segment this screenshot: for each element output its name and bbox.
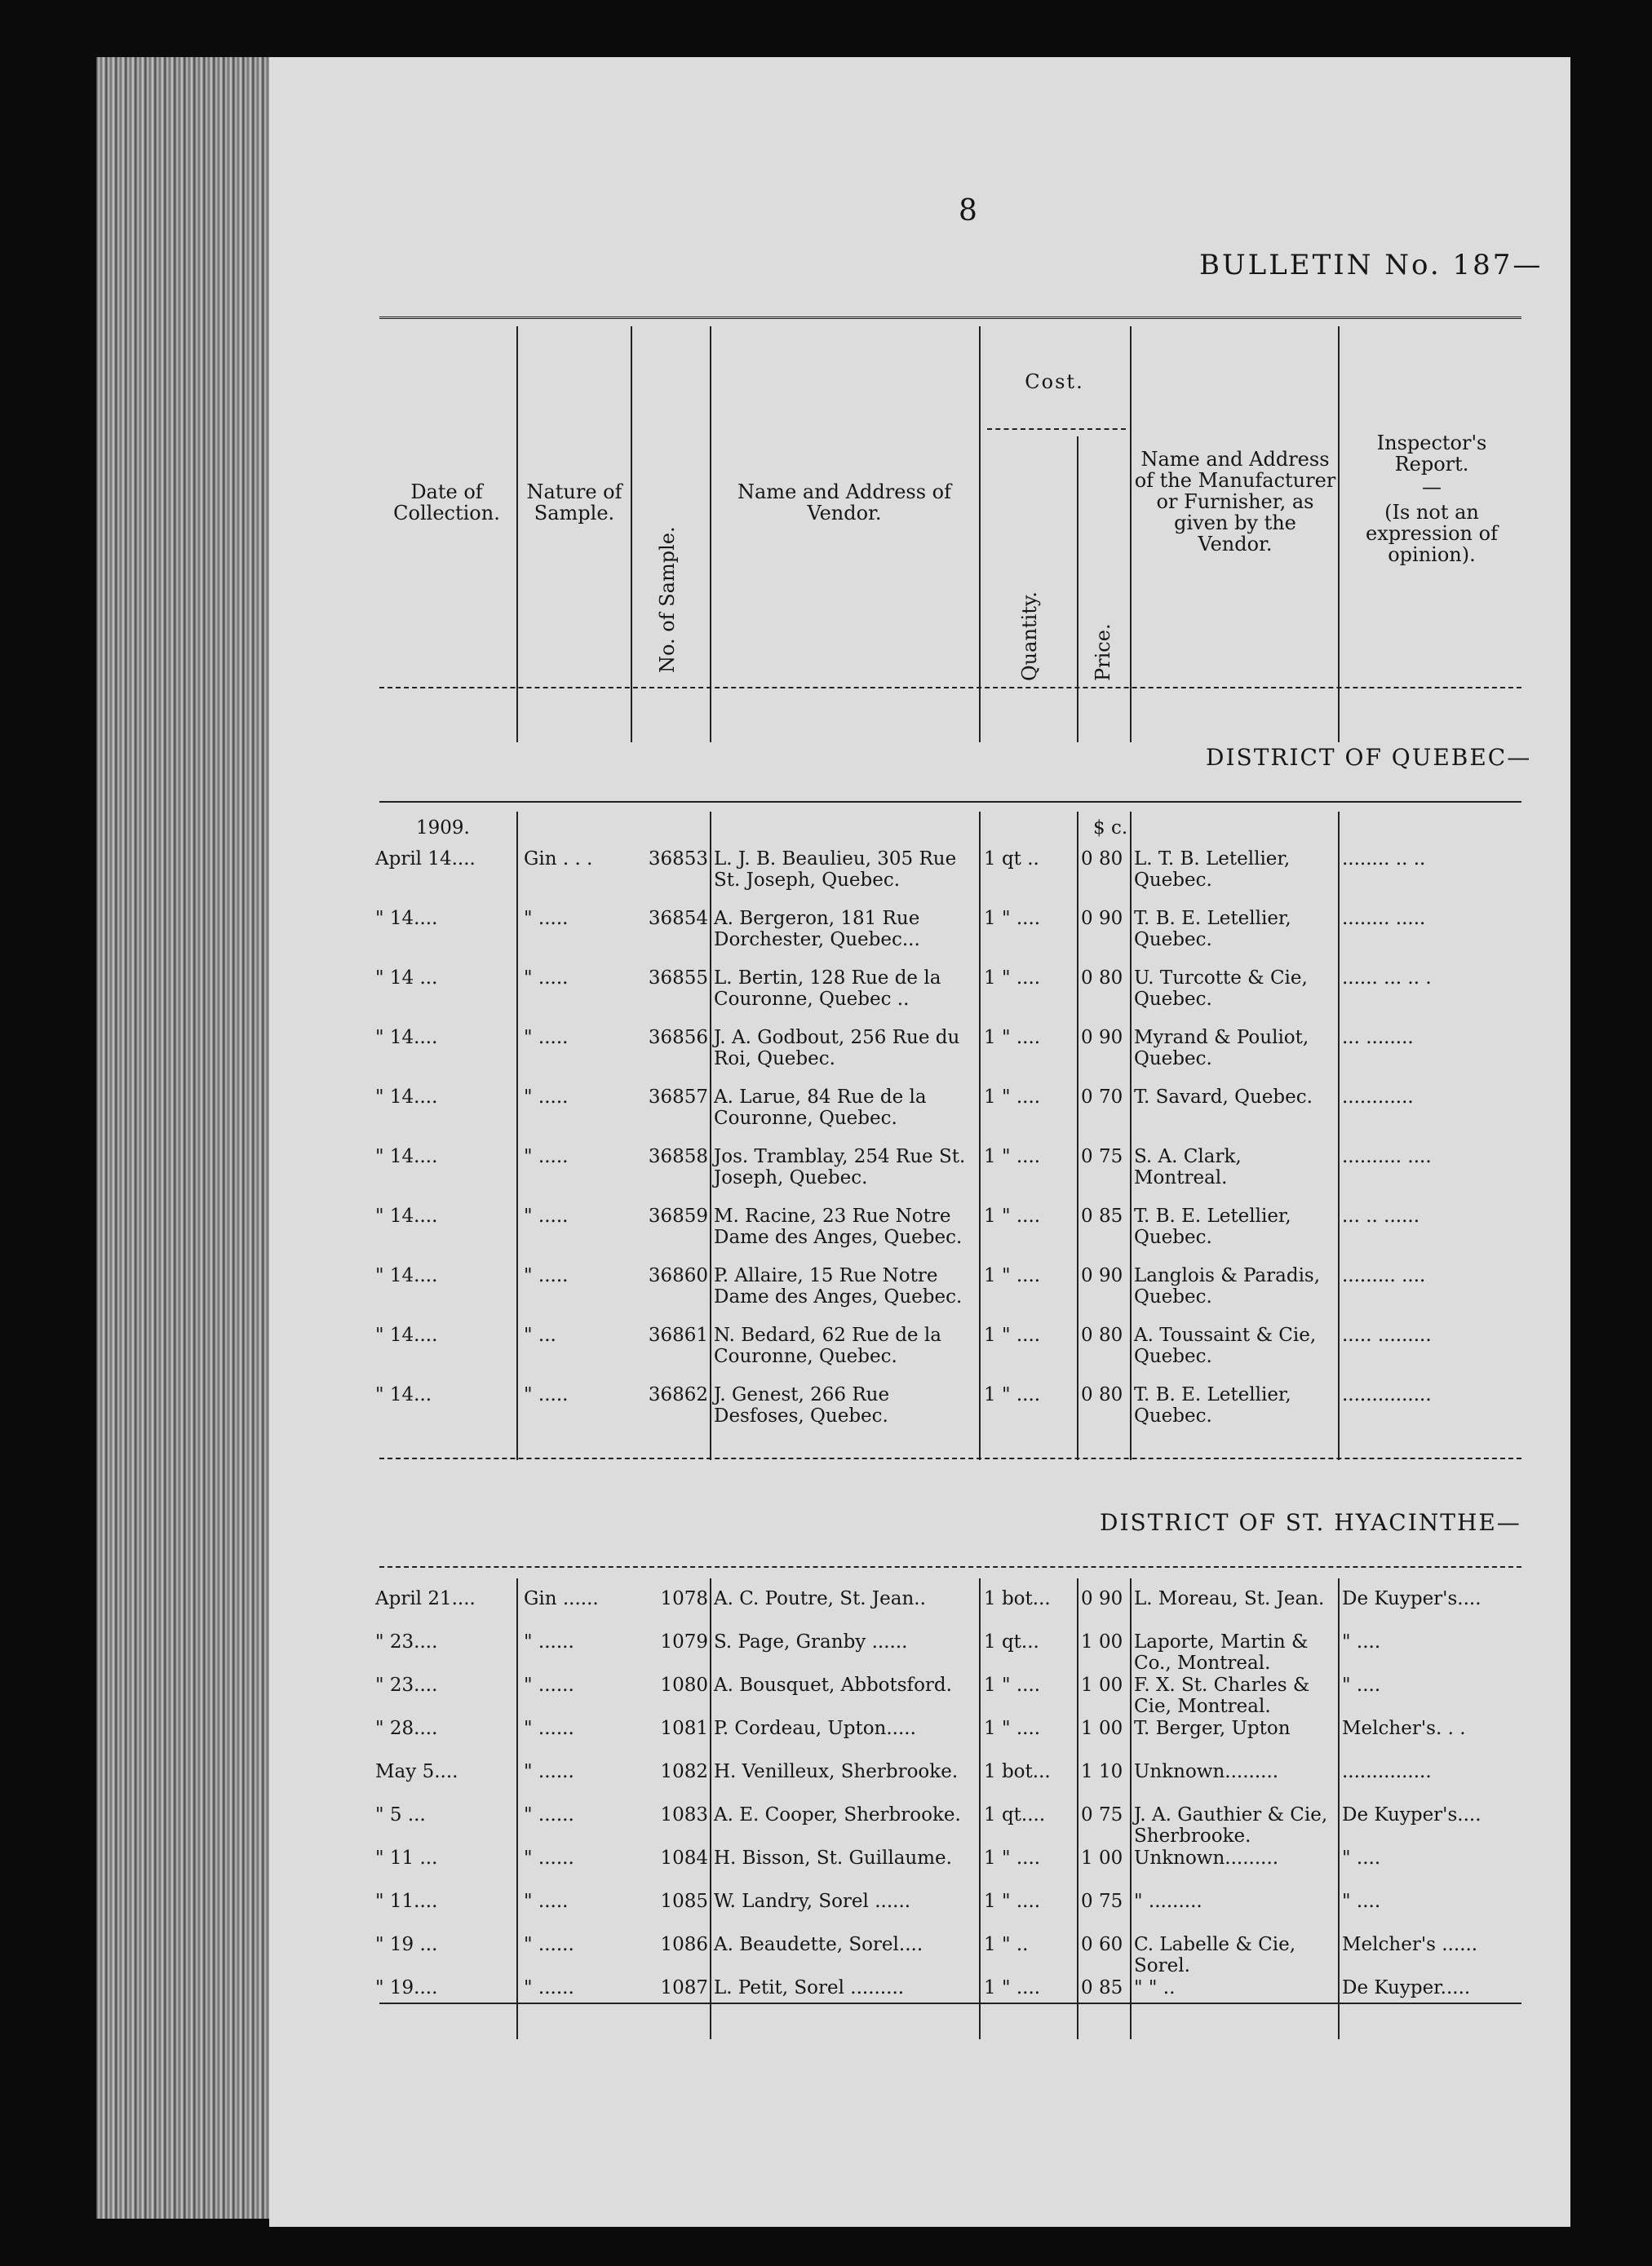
cell-mfr: J. A. Gauthier & Cie, Sherbrooke. [1134, 1804, 1328, 1847]
col-divider [710, 812, 711, 1460]
cell-mfr: A. Toussaint & Cie, Quebec. [1134, 1325, 1317, 1367]
col-divider [516, 326, 518, 742]
cell-price: 0 75 [1081, 1891, 1123, 1912]
header-cost: Cost. [1025, 370, 1084, 393]
cell-qty: 1 " .... [984, 1891, 1041, 1912]
cell-date: " 23.... [375, 1631, 438, 1653]
price-unit: $ c. [1093, 817, 1128, 839]
cell-report: ........ .. .. [1342, 848, 1426, 870]
cell-price: 1 00 [1081, 1631, 1123, 1653]
cell-qty: 1 qt .. [984, 848, 1039, 870]
header-sample-no: No. of Sample. [656, 526, 679, 673]
cell-no: 1080 [660, 1675, 708, 1696]
cell-report: De Kuyper's.... [1342, 1804, 1481, 1826]
cell-report: " .... [1342, 1631, 1381, 1653]
col-divider [516, 812, 518, 1460]
cell-price: 1 10 [1081, 1761, 1123, 1782]
cell-qty: 1 " .... [984, 1675, 1041, 1696]
cell-mfr: Laporte, Martin & Co., Montreal. [1134, 1631, 1309, 1674]
cell-date: " 23.... [375, 1675, 438, 1696]
cell-no: 36855 [648, 967, 708, 989]
cell-nature: " ..... [524, 1206, 569, 1227]
cell-date: " 19.... [375, 1977, 438, 1998]
cell-vendor: J. A. Godbout, 256 Rue du Roi, Quebec. [714, 1027, 960, 1069]
cell-qty: 1 qt... [984, 1631, 1039, 1653]
cell-price: 0 90 [1081, 1027, 1123, 1048]
cell-nature: " ..... [524, 967, 569, 989]
cell-no: 36857 [648, 1087, 708, 1108]
cell-vendor: A. Bergeron, 181 Rue Dorchester, Quebec... [714, 908, 920, 950]
cell-no: 1084 [660, 1848, 708, 1869]
cell-nature: " ..... [524, 908, 569, 929]
cell-qty: 1 " .... [984, 908, 1041, 929]
header-manufacturer: Name and Address of the Manufacturer or Furnisher, as given by the Vendor. [1134, 448, 1336, 555]
cell-date: " 14... [375, 1384, 432, 1405]
cell-date: " 11.... [375, 1891, 438, 1912]
cell-vendor: L. Bertin, 128 Rue de la Couronne, Quebec .. [714, 967, 941, 1010]
col-divider [1077, 1578, 1078, 2039]
cell-qty: 1 " .... [984, 1384, 1041, 1405]
page-number: 8 [959, 194, 977, 228]
cell-qty: 1 " .. [984, 1934, 1029, 1955]
cell-report: .......... .... [1342, 1146, 1432, 1167]
cell-no: 36858 [648, 1146, 708, 1167]
cell-nature: " ...... [524, 1675, 574, 1696]
cell-nature: " ...... [524, 1761, 574, 1782]
cell-vendor: L. J. B. Beaulieu, 305 Rue St. Joseph, Quebec. [714, 848, 957, 891]
header-price: Price. [1092, 623, 1114, 681]
cell-nature: " ...... [524, 1848, 574, 1869]
cell-mfr: T. Berger, Upton [1134, 1718, 1291, 1739]
header-top-rule [379, 316, 1521, 322]
cell-no: 1086 [660, 1934, 708, 1955]
header-bottom-rule [379, 687, 1521, 688]
district-end-rule [379, 1458, 1521, 1459]
cell-report: De Kuyper..... [1342, 1977, 1471, 1998]
cell-mfr: T. Savard, Quebec. [1134, 1087, 1313, 1108]
cell-vendor: Jos. Tramblay, 254 Rue St. Joseph, Quebec. [714, 1146, 966, 1188]
cell-date: " 14.... [375, 1087, 438, 1108]
cell-nature: " ...... [524, 1804, 574, 1826]
cell-report: ......... .... [1342, 1265, 1426, 1286]
cell-report: ...... ... .. . [1342, 967, 1432, 989]
header-inspector-note: (Is not an expression of opinion). [1366, 501, 1498, 566]
cell-price: 0 80 [1081, 1325, 1123, 1346]
cell-price: 1 00 [1081, 1675, 1123, 1696]
cell-mfr: T. B. E. Letellier, Quebec. [1134, 1206, 1291, 1248]
header-quantity: Quantity. [1018, 591, 1041, 681]
cell-nature: " ..... [524, 1384, 569, 1405]
cell-date: " 5 ... [375, 1804, 426, 1826]
cell-report: " .... [1342, 1891, 1381, 1912]
cell-date: " 19 ... [375, 1934, 438, 1955]
cell-date: " 28.... [375, 1718, 438, 1739]
col-divider [1338, 1578, 1340, 2039]
cell-vendor: P. Cordeau, Upton..... [714, 1718, 916, 1739]
cell-vendor: P. Allaire, 15 Rue Notre Dame des Anges, Quebec. [714, 1265, 963, 1308]
cell-price: 0 60 [1081, 1934, 1123, 1955]
cell-price: 1 00 [1081, 1718, 1123, 1739]
header-date: Date of Collection. [393, 480, 500, 524]
cell-no: 36854 [648, 908, 708, 929]
cell-date: April 21.... [375, 1588, 476, 1609]
cell-qty: 1 bot... [984, 1588, 1051, 1609]
cell-report: ............... [1342, 1384, 1432, 1405]
document-page [269, 57, 1570, 2227]
cell-vendor: A. Larue, 84 Rue de la Couronne, Quebec. [714, 1087, 927, 1129]
cell-nature: " ..... [524, 1265, 569, 1286]
cell-price: 0 70 [1081, 1087, 1123, 1108]
cell-no: 1081 [660, 1718, 708, 1739]
cell-qty: 1 qt.... [984, 1804, 1046, 1826]
district-rule [379, 1566, 1521, 1568]
cell-report: ............... [1342, 1761, 1432, 1782]
district-rule [379, 801, 1521, 803]
cell-qty: 1 bot... [984, 1761, 1051, 1782]
cell-price: 0 90 [1081, 1588, 1123, 1609]
cell-qty: 1 " .... [984, 1977, 1041, 1998]
col-divider [979, 812, 981, 1460]
cell-qty: 1 " .... [984, 1265, 1041, 1286]
cell-vendor: A. Beaudette, Sorel.... [714, 1934, 923, 1955]
cell-report: ..... ......... [1342, 1325, 1432, 1346]
cell-nature: " ...... [524, 1718, 574, 1739]
cell-no: 36862 [648, 1384, 708, 1405]
bulletin-title: BULLETIN No. 187— [1199, 249, 1543, 281]
cell-no: 1083 [660, 1804, 708, 1826]
cell-no: 36853 [648, 848, 708, 870]
cell-qty: 1 " .... [984, 1325, 1041, 1346]
cell-report: ........ ..... [1342, 908, 1426, 929]
cell-price: 0 80 [1081, 1384, 1123, 1405]
header-vendor: Name and Address of Vendor. [737, 480, 951, 524]
cell-date: May 5.... [375, 1761, 458, 1782]
cell-mfr: Langlois & Paradis, Quebec. [1134, 1265, 1321, 1308]
cell-date: " 14.... [375, 1206, 438, 1227]
cell-price: 0 90 [1081, 908, 1123, 929]
cell-vendor: W. Landry, Sorel ...... [714, 1891, 911, 1912]
cell-price: 0 75 [1081, 1146, 1123, 1167]
cell-vendor: A. C. Poutre, St. Jean.. [714, 1588, 926, 1609]
cell-vendor: H. Bisson, St. Guillaume. [714, 1848, 952, 1869]
col-divider [710, 1578, 711, 2039]
cell-vendor: S. Page, Granby ...... [714, 1631, 908, 1653]
cell-report: Melcher's. . . [1342, 1718, 1466, 1739]
cell-qty: 1 " .... [984, 1027, 1041, 1048]
cell-no: 1085 [660, 1891, 708, 1912]
col-divider [1338, 326, 1340, 742]
cell-price: 0 90 [1081, 1265, 1123, 1286]
cell-price: 0 80 [1081, 848, 1123, 870]
cell-price: 0 85 [1081, 1206, 1123, 1227]
district-title: DISTRICT OF QUEBEC— [1206, 744, 1532, 771]
cell-no: 1079 [660, 1631, 708, 1653]
cell-qty: 1 " .... [984, 967, 1041, 989]
cell-mfr: " " .. [1134, 1977, 1176, 1998]
col-divider [979, 326, 981, 742]
cell-report: De Kuyper's.... [1342, 1588, 1481, 1609]
cell-nature: " ..... [524, 1146, 569, 1167]
cell-date: " 11 ... [375, 1848, 438, 1869]
cell-price: 0 85 [1081, 1977, 1123, 1998]
cell-nature: " ...... [524, 1977, 574, 1998]
cell-mfr: U. Turcotte & Cie, Quebec. [1134, 967, 1308, 1010]
cell-no: 1078 [660, 1588, 708, 1609]
header-nature: Nature of Sample. [526, 480, 622, 524]
cell-mfr: Unknown......... [1134, 1848, 1279, 1869]
cell-mfr: S. A. Clark, Montreal. [1134, 1146, 1242, 1188]
year-label: 1909. [416, 817, 470, 839]
cell-qty: 1 " .... [984, 1718, 1041, 1739]
cell-price: 1 00 [1081, 1848, 1123, 1869]
cell-no: 36859 [648, 1206, 708, 1227]
cell-mfr: " ......... [1134, 1891, 1202, 1912]
cell-mfr: Unknown......... [1134, 1761, 1279, 1782]
cell-report: " .... [1342, 1675, 1381, 1696]
col-divider [516, 1578, 518, 2039]
cell-vendor: H. Venilleux, Sherbrooke. [714, 1761, 959, 1782]
cell-date: April 14.... [375, 848, 476, 870]
cell-date: " 14.... [375, 1146, 438, 1167]
cell-mfr: L. T. B. Letellier, Quebec. [1134, 848, 1291, 891]
cell-mfr: C. Labelle & Cie, Sorel. [1134, 1934, 1296, 1976]
cell-report: Melcher's ...... [1342, 1934, 1478, 1955]
cell-price: 0 80 [1081, 967, 1123, 989]
cell-mfr: F. X. St. Charles & Cie, Montreal. [1134, 1675, 1310, 1717]
cell-no: 36860 [648, 1265, 708, 1286]
cell-date: " 14.... [375, 908, 438, 929]
cell-qty: 1 " .... [984, 1087, 1041, 1108]
header-inspector-title: Inspector's Report. [1376, 432, 1487, 476]
cell-price: 0 75 [1081, 1804, 1123, 1826]
cell-report: ... ........ [1342, 1027, 1414, 1048]
col-divider [979, 1578, 981, 2039]
cell-report: ............ [1342, 1087, 1414, 1108]
cell-no: 1082 [660, 1761, 708, 1782]
cell-nature: " ..... [524, 1891, 569, 1912]
col-divider [1130, 1578, 1132, 2039]
cell-date: " 14.... [375, 1325, 438, 1346]
cell-report: ... .. ...... [1342, 1206, 1420, 1227]
cell-nature: " ..... [524, 1087, 569, 1108]
cell-date: " 14.... [375, 1265, 438, 1286]
cell-vendor: A. E. Cooper, Sherbrooke. [714, 1804, 961, 1826]
col-divider [1130, 326, 1132, 742]
cell-vendor: J. Genest, 266 Rue Desfoses, Quebec. [714, 1384, 890, 1427]
col-divider [1077, 812, 1078, 1460]
district-title: DISTRICT OF ST. HYACINTHE— [1100, 1509, 1521, 1536]
cell-qty: 1 " .... [984, 1848, 1041, 1869]
page-edges [96, 57, 284, 2219]
cell-vendor: N. Bedard, 62 Rue de la Couronne, Quebec. [714, 1325, 941, 1367]
cell-nature: " ...... [524, 1631, 574, 1653]
cell-nature: Gin ...... [524, 1588, 599, 1609]
cell-date: " 14.... [375, 1027, 438, 1048]
cell-vendor: A. Bousquet, Abbotsford. [714, 1675, 952, 1696]
cell-mfr: Myrand & Pouliot, Quebec. [1134, 1027, 1309, 1069]
col-divider [710, 326, 711, 742]
cell-mfr: T. B. E. Letellier, Quebec. [1134, 1384, 1291, 1427]
cell-mfr: T. B. E. Letellier, Quebec. [1134, 908, 1291, 950]
header-inspector-sep: — [1422, 476, 1442, 498]
cell-no: 36856 [648, 1027, 708, 1048]
cost-rule [987, 428, 1126, 430]
cell-nature: " ...... [524, 1934, 574, 1955]
col-divider [631, 326, 632, 742]
cell-date: " 14 ... [375, 967, 438, 989]
cell-qty: 1 " .... [984, 1206, 1041, 1227]
cell-nature: Gin . . . [524, 848, 593, 870]
cell-nature: " ... [524, 1325, 556, 1346]
cell-nature: " ..... [524, 1027, 569, 1048]
col-divider [1130, 812, 1132, 1460]
col-divider [1338, 812, 1340, 1460]
cell-mfr: L. Moreau, St. Jean. [1134, 1588, 1325, 1609]
cell-report: " .... [1342, 1848, 1381, 1869]
cell-vendor: M. Racine, 23 Rue Notre Dame des Anges, Quebec. [714, 1206, 963, 1248]
cell-no: 36861 [648, 1325, 708, 1346]
col-divider [1077, 436, 1078, 742]
cell-qty: 1 " .... [984, 1146, 1041, 1167]
cell-vendor: L. Petit, Sorel ......... [714, 1977, 905, 1998]
table-end-rule [379, 2003, 1521, 2004]
cell-no: 1087 [660, 1977, 708, 1998]
